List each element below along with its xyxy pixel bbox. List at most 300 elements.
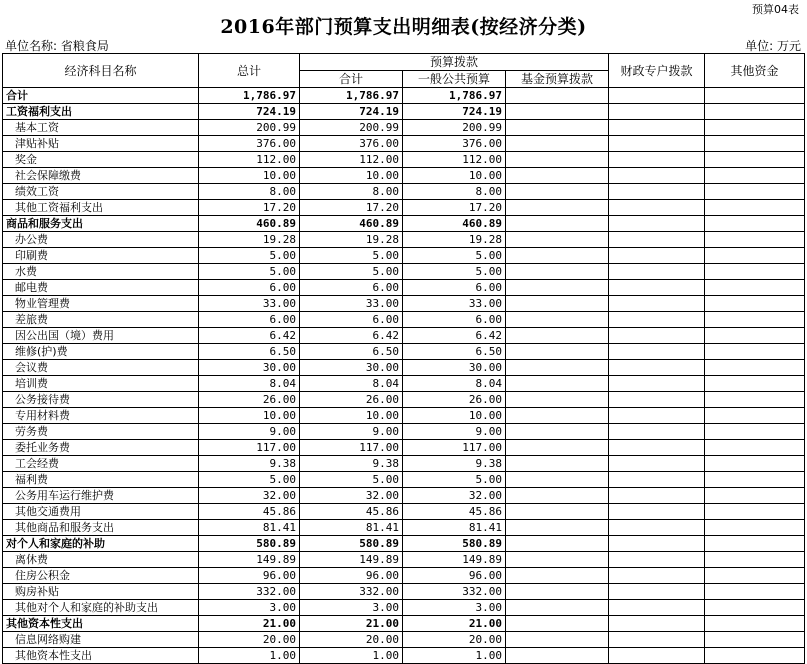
row-name: 水费 (3, 264, 199, 280)
table-row (3, 296, 805, 312)
cell-general: 1.00 (403, 648, 506, 664)
cell-total: 10.00 (199, 408, 300, 424)
cell-general: 8.04 (403, 376, 506, 392)
cell-budget-total: 460.89 (300, 216, 403, 232)
table-row (3, 136, 805, 152)
cell-budget-total: 8.00 (300, 184, 403, 200)
cell-other (705, 520, 805, 536)
table-row (3, 520, 805, 536)
cell-general: 376.00 (403, 136, 506, 152)
cell-special (609, 520, 705, 536)
header-total: 总计 (199, 54, 300, 88)
table-row (3, 440, 805, 456)
cell-other (705, 88, 805, 104)
cell-total: 200.99 (199, 120, 300, 136)
cell-other (705, 456, 805, 472)
cell-general: 10.00 (403, 408, 506, 424)
cell-budget-total: 20.00 (300, 632, 403, 648)
cell-total: 332.00 (199, 584, 300, 600)
header-subject: 经济科目名称 (3, 54, 199, 88)
cell-special (609, 200, 705, 216)
cell-total: 3.00 (199, 600, 300, 616)
cell-fund (506, 344, 609, 360)
row-name: 其他对个人和家庭的补助支出 (3, 600, 199, 616)
table-row (3, 152, 805, 168)
cell-fund (506, 504, 609, 520)
cell-fund (506, 568, 609, 584)
table-row (3, 328, 805, 344)
cell-budget-total: 332.00 (300, 584, 403, 600)
cell-budget-total: 32.00 (300, 488, 403, 504)
table-row (3, 648, 805, 664)
cell-fund (506, 520, 609, 536)
cell-total: 6.50 (199, 344, 300, 360)
cell-total: 20.00 (199, 632, 300, 648)
cell-special (609, 344, 705, 360)
cell-other (705, 568, 805, 584)
row-name: 社会保障缴费 (3, 168, 199, 184)
cell-general: 30.00 (403, 360, 506, 376)
cell-general: 19.28 (403, 232, 506, 248)
row-name: 公务接待费 (3, 392, 199, 408)
cell-general: 117.00 (403, 440, 506, 456)
cell-budget-total: 5.00 (300, 472, 403, 488)
cell-total: 149.89 (199, 552, 300, 568)
table-row (3, 88, 805, 104)
table-row (3, 584, 805, 600)
cell-fund (506, 200, 609, 216)
cell-budget-total: 96.00 (300, 568, 403, 584)
cell-special (609, 88, 705, 104)
cell-other (705, 360, 805, 376)
cell-general: 149.89 (403, 552, 506, 568)
cell-other (705, 168, 805, 184)
cell-other (705, 264, 805, 280)
cell-general: 96.00 (403, 568, 506, 584)
row-name: 办公费 (3, 232, 199, 248)
cell-general: 460.89 (403, 216, 506, 232)
cell-general: 5.00 (403, 472, 506, 488)
cell-other (705, 248, 805, 264)
cell-total: 580.89 (199, 536, 300, 552)
cell-other (705, 312, 805, 328)
cell-total: 26.00 (199, 392, 300, 408)
cell-special (609, 632, 705, 648)
cell-special (609, 264, 705, 280)
cell-special (609, 584, 705, 600)
cell-fund (506, 328, 609, 344)
table-row (3, 344, 805, 360)
cell-special (609, 104, 705, 120)
cell-general: 9.38 (403, 456, 506, 472)
row-name: 工会经费 (3, 456, 199, 472)
row-name: 会议费 (3, 360, 199, 376)
cell-budget-total: 30.00 (300, 360, 403, 376)
cell-fund (506, 168, 609, 184)
cell-special (609, 360, 705, 376)
cell-special (609, 600, 705, 616)
cell-special (609, 312, 705, 328)
cell-general: 26.00 (403, 392, 506, 408)
cell-total: 19.28 (199, 232, 300, 248)
row-name: 津贴补贴 (3, 136, 199, 152)
cell-budget-total: 33.00 (300, 296, 403, 312)
cell-budget-total: 45.86 (300, 504, 403, 520)
cell-special (609, 504, 705, 520)
row-name: 印刷费 (3, 248, 199, 264)
row-name: 绩效工资 (3, 184, 199, 200)
cell-special (609, 568, 705, 584)
header-other: 其他资金 (705, 54, 805, 88)
cell-total: 1.00 (199, 648, 300, 664)
cell-total: 6.00 (199, 280, 300, 296)
cell-general: 8.00 (403, 184, 506, 200)
row-name: 工资福利支出 (3, 104, 199, 120)
cell-general: 32.00 (403, 488, 506, 504)
cell-general: 45.86 (403, 504, 506, 520)
cell-budget-total: 376.00 (300, 136, 403, 152)
cell-general: 10.00 (403, 168, 506, 184)
cell-total: 8.04 (199, 376, 300, 392)
cell-special (609, 488, 705, 504)
cell-special (609, 472, 705, 488)
cell-fund (506, 600, 609, 616)
cell-other (705, 328, 805, 344)
cell-fund (506, 392, 609, 408)
table-row (3, 104, 805, 120)
cell-special (609, 616, 705, 632)
cell-other (705, 104, 805, 120)
cell-budget-total: 17.20 (300, 200, 403, 216)
cell-budget-total: 19.28 (300, 232, 403, 248)
cell-fund (506, 296, 609, 312)
cell-total: 5.00 (199, 472, 300, 488)
row-name: 公务用车运行维护费 (3, 488, 199, 504)
cell-fund (506, 440, 609, 456)
cell-special (609, 456, 705, 472)
table-row (3, 184, 805, 200)
cell-other (705, 600, 805, 616)
cell-special (609, 216, 705, 232)
currency-unit-label: 单位: 万元 (745, 39, 801, 53)
cell-budget-total: 200.99 (300, 120, 403, 136)
cell-other (705, 504, 805, 520)
row-name: 邮电费 (3, 280, 199, 296)
cell-general: 6.00 (403, 280, 506, 296)
table-body (3, 88, 805, 664)
cell-total: 10.00 (199, 168, 300, 184)
cell-general: 200.99 (403, 120, 506, 136)
cell-general: 17.20 (403, 200, 506, 216)
cell-special (609, 552, 705, 568)
cell-other (705, 616, 805, 632)
cell-fund (506, 280, 609, 296)
cell-other (705, 376, 805, 392)
cell-budget-total: 81.41 (300, 520, 403, 536)
cell-fund (506, 456, 609, 472)
cell-total: 5.00 (199, 264, 300, 280)
cell-general: 21.00 (403, 616, 506, 632)
cell-total: 32.00 (199, 488, 300, 504)
cell-special (609, 152, 705, 168)
row-name: 其他交通费用 (3, 504, 199, 520)
cell-other (705, 392, 805, 408)
cell-total: 112.00 (199, 152, 300, 168)
table-row (3, 280, 805, 296)
row-name: 委托业务费 (3, 440, 199, 456)
row-name: 其他工资福利支出 (3, 200, 199, 216)
cell-fund (506, 552, 609, 568)
cell-special (609, 536, 705, 552)
table-row (3, 536, 805, 552)
cell-fund (506, 104, 609, 120)
row-name: 其他资本性支出 (3, 616, 199, 632)
table-row (3, 568, 805, 584)
cell-other (705, 472, 805, 488)
cell-general: 20.00 (403, 632, 506, 648)
cell-general: 1,786.97 (403, 88, 506, 104)
cell-fund (506, 312, 609, 328)
cell-budget-total: 9.00 (300, 424, 403, 440)
table-row (3, 552, 805, 568)
cell-total: 17.20 (199, 200, 300, 216)
cell-fund (506, 584, 609, 600)
cell-other (705, 232, 805, 248)
cell-special (609, 296, 705, 312)
table-row (3, 312, 805, 328)
cell-other (705, 296, 805, 312)
cell-total: 724.19 (199, 104, 300, 120)
cell-other (705, 120, 805, 136)
cell-other (705, 424, 805, 440)
cell-special (609, 168, 705, 184)
table-row (3, 456, 805, 472)
row-name: 福利费 (3, 472, 199, 488)
cell-total: 30.00 (199, 360, 300, 376)
cell-special (609, 120, 705, 136)
cell-fund (506, 216, 609, 232)
cell-total: 460.89 (199, 216, 300, 232)
table-row (3, 120, 805, 136)
header-fund: 基金预算拨款 (506, 71, 609, 88)
cell-total: 6.00 (199, 312, 300, 328)
table-row (3, 488, 805, 504)
cell-fund (506, 152, 609, 168)
cell-other (705, 184, 805, 200)
cell-other (705, 632, 805, 648)
table-row (3, 424, 805, 440)
cell-special (609, 232, 705, 248)
cell-budget-total: 8.04 (300, 376, 403, 392)
cell-fund (506, 360, 609, 376)
cell-total: 376.00 (199, 136, 300, 152)
cell-other (705, 408, 805, 424)
cell-fund (506, 136, 609, 152)
row-name: 基本工资 (3, 120, 199, 136)
cell-total: 45.86 (199, 504, 300, 520)
cell-budget-total: 6.00 (300, 280, 403, 296)
row-name: 商品和服务支出 (3, 216, 199, 232)
cell-budget-total: 5.00 (300, 264, 403, 280)
row-name: 物业管理费 (3, 296, 199, 312)
header-special: 财政专户拨款 (609, 54, 705, 88)
cell-general: 33.00 (403, 296, 506, 312)
cell-general: 3.00 (403, 600, 506, 616)
cell-budget-total: 117.00 (300, 440, 403, 456)
cell-budget-total: 1.00 (300, 648, 403, 664)
cell-budget-total: 112.00 (300, 152, 403, 168)
cell-general: 6.42 (403, 328, 506, 344)
header-row-1 (3, 54, 805, 71)
cell-special (609, 392, 705, 408)
cell-budget-total: 6.00 (300, 312, 403, 328)
cell-fund (506, 536, 609, 552)
cell-total: 33.00 (199, 296, 300, 312)
table-row (3, 200, 805, 216)
cell-other (705, 152, 805, 168)
cell-special (609, 280, 705, 296)
table-row (3, 504, 805, 520)
cell-total: 5.00 (199, 248, 300, 264)
header-budget-group: 预算拨款 (300, 54, 609, 71)
row-name: 专用材料费 (3, 408, 199, 424)
row-name: 维修(护)费 (3, 344, 199, 360)
cell-other (705, 216, 805, 232)
cell-special (609, 376, 705, 392)
cell-fund (506, 488, 609, 504)
row-name: 离休费 (3, 552, 199, 568)
cell-general: 6.00 (403, 312, 506, 328)
table-row (3, 248, 805, 264)
cell-special (609, 424, 705, 440)
row-name: 合计 (3, 88, 199, 104)
cell-budget-total: 724.19 (300, 104, 403, 120)
header-general: 一般公共预算 (403, 71, 506, 88)
cell-total: 21.00 (199, 616, 300, 632)
cell-general: 9.00 (403, 424, 506, 440)
cell-fund (506, 408, 609, 424)
table-row (3, 232, 805, 248)
cell-budget-total: 1,786.97 (300, 88, 403, 104)
table-row (3, 472, 805, 488)
row-name: 差旅费 (3, 312, 199, 328)
page-title: 2016年部门预算支出明细表(按经济分类) (220, 16, 587, 38)
cell-budget-total: 6.50 (300, 344, 403, 360)
table-row (3, 408, 805, 424)
cell-fund (506, 264, 609, 280)
table-row (3, 392, 805, 408)
cell-special (609, 440, 705, 456)
cell-other (705, 136, 805, 152)
cell-fund (506, 424, 609, 440)
row-name: 因公出国（境）费用 (3, 328, 199, 344)
cell-fund (506, 232, 609, 248)
cell-general: 580.89 (403, 536, 506, 552)
cell-total: 8.00 (199, 184, 300, 200)
cell-fund (506, 184, 609, 200)
table-row (3, 216, 805, 232)
cell-budget-total: 9.38 (300, 456, 403, 472)
cell-budget-total: 149.89 (300, 552, 403, 568)
cell-other (705, 200, 805, 216)
cell-budget-total: 10.00 (300, 168, 403, 184)
cell-general: 112.00 (403, 152, 506, 168)
cell-budget-total: 580.89 (300, 536, 403, 552)
cell-general: 81.41 (403, 520, 506, 536)
cell-budget-total: 3.00 (300, 600, 403, 616)
cell-special (609, 136, 705, 152)
cell-total: 81.41 (199, 520, 300, 536)
cell-general: 332.00 (403, 584, 506, 600)
table-row (3, 168, 805, 184)
row-name: 住房公积金 (3, 568, 199, 584)
cell-fund (506, 616, 609, 632)
cell-general: 6.50 (403, 344, 506, 360)
row-name: 培训费 (3, 376, 199, 392)
cell-general: 724.19 (403, 104, 506, 120)
cell-total: 117.00 (199, 440, 300, 456)
cell-other (705, 488, 805, 504)
row-name: 奖金 (3, 152, 199, 168)
cell-other (705, 344, 805, 360)
cell-budget-total: 10.00 (300, 408, 403, 424)
unit-name-label: 单位名称: 省粮食局 (5, 39, 109, 53)
table-row (3, 264, 805, 280)
cell-budget-total: 21.00 (300, 616, 403, 632)
form-number: 预算04表 (752, 3, 799, 16)
table-row (3, 616, 805, 632)
row-name: 劳务费 (3, 424, 199, 440)
cell-fund (506, 120, 609, 136)
cell-general: 5.00 (403, 264, 506, 280)
cell-special (609, 408, 705, 424)
cell-other (705, 552, 805, 568)
cell-other (705, 648, 805, 664)
row-name: 对个人和家庭的补助 (3, 536, 199, 552)
cell-fund (506, 248, 609, 264)
row-name: 其他资本性支出 (3, 648, 199, 664)
cell-budget-total: 5.00 (300, 248, 403, 264)
cell-fund (506, 648, 609, 664)
cell-general: 5.00 (403, 248, 506, 264)
header-budget-total: 合计 (300, 71, 403, 88)
cell-other (705, 280, 805, 296)
cell-budget-total: 6.42 (300, 328, 403, 344)
cell-special (609, 248, 705, 264)
cell-fund (506, 376, 609, 392)
cell-special (609, 184, 705, 200)
cell-total: 1,786.97 (199, 88, 300, 104)
budget-table (2, 53, 805, 664)
cell-total: 9.00 (199, 424, 300, 440)
cell-other (705, 584, 805, 600)
cell-fund (506, 472, 609, 488)
cell-total: 96.00 (199, 568, 300, 584)
table-row (3, 600, 805, 616)
cell-fund (506, 88, 609, 104)
cell-other (705, 536, 805, 552)
cell-total: 9.38 (199, 456, 300, 472)
row-name: 信息网络购建 (3, 632, 199, 648)
cell-budget-total: 26.00 (300, 392, 403, 408)
cell-special (609, 328, 705, 344)
table-row (3, 632, 805, 648)
cell-other (705, 440, 805, 456)
cell-fund (506, 632, 609, 648)
cell-total: 6.42 (199, 328, 300, 344)
cell-special (609, 648, 705, 664)
table-row (3, 360, 805, 376)
